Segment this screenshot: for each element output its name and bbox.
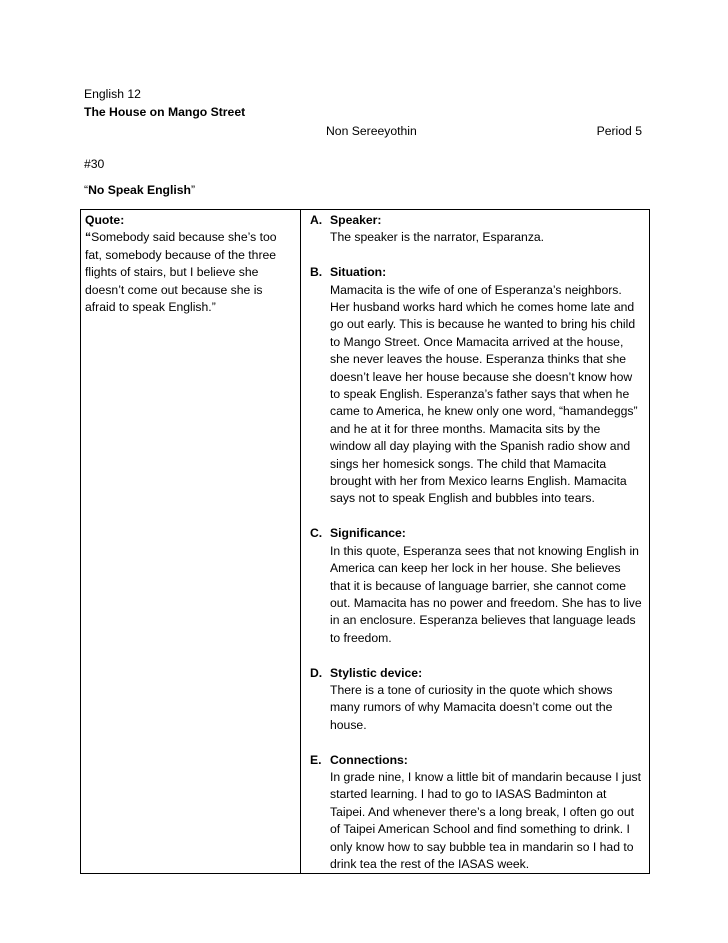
section-heading: Speaker: xyxy=(330,213,382,227)
section-connections xyxy=(310,752,643,874)
class-period: Period 5 xyxy=(596,124,642,138)
chapter-title-open-quote: “ xyxy=(84,183,89,197)
analysis-table xyxy=(80,209,650,874)
entry-number: #30 xyxy=(84,157,105,171)
quote-body: Somebody said because she’s too fat, somebody because of the three flights of stairs, but I believe she doesn’t come out because she is afraid to speak English.” xyxy=(85,230,277,315)
section-situation xyxy=(310,264,643,508)
section-stylistic-device xyxy=(310,665,643,735)
analysis-cell xyxy=(301,210,650,874)
chapter-title xyxy=(84,183,195,197)
course-name: English 12 xyxy=(84,87,141,101)
section-significance xyxy=(310,525,643,647)
quote-label: Quote: xyxy=(85,213,125,227)
section-letter: A. xyxy=(310,213,323,227)
section-body: Mamacita is the wife of one of Esperanza’s neighbors. Her husband works hard which he comes home late and go out early. This is because he wanted to bring his child to Mango Street. Once Mamacita arrived at the house, she never leaves the house. Esperanza thinks that she doesn’t leave her house because she doesn’t know how to speak English. Esperanza’s father says that when he came to America, he knew only one word, “hamandeggs” and he at it for three months. Mamacita sits by the window all day playing with the Spanish radio show and sings her homesick songs. The child that Mamacita brought with her from Mexico learns English. Mamacita says not to speak English and bubbles into tears. xyxy=(330,282,638,506)
section-letter: C. xyxy=(310,526,323,541)
section-heading: Stylistic device: xyxy=(330,665,423,680)
section-heading: Connections: xyxy=(330,752,408,767)
section-body: In grade nine, I know a little bit of mandarin because I just started learning. I had to go to IASAS Badminton at Taipei. And whenever there’s a long break, I often go out of Taipei American School and find something to drink. I only know how to say bubble tea in mandarin so I had to drink tea the rest of the IASAS week. xyxy=(330,769,641,871)
section-heading: Significance: xyxy=(330,526,406,541)
quote-open-mark: “ xyxy=(85,230,92,245)
book-title: The House on Mango Street xyxy=(84,105,246,119)
section-letter: D. xyxy=(310,665,323,680)
section-body: The speaker is the narrator, Esparanza. xyxy=(330,230,545,245)
section-speaker xyxy=(310,212,643,247)
section-body: In this quote, Esperanza sees that not knowing English in America can keep her lock in her house. She believes that it is because of language barrier, she cannot come out. Mamacita has no power and freedom. She has to live in an enclosure. Esperanza believes that language leads to freedom. xyxy=(330,543,642,645)
quote-text xyxy=(85,229,296,316)
chapter-title-close-quote: ” xyxy=(191,183,196,197)
analysis-row xyxy=(81,210,650,874)
chapter-title-text: No Speak English xyxy=(88,183,192,197)
section-heading: Situation: xyxy=(330,265,387,280)
section-body: There is a tone of curiosity in the quote which shows many rumors of why Mamacita doesn’t come out the house. xyxy=(330,682,613,732)
section-letter: E. xyxy=(310,752,322,767)
quote-cell xyxy=(81,210,301,874)
student-name: Non Sereeyothin xyxy=(326,124,417,138)
section-letter: B. xyxy=(310,265,323,280)
